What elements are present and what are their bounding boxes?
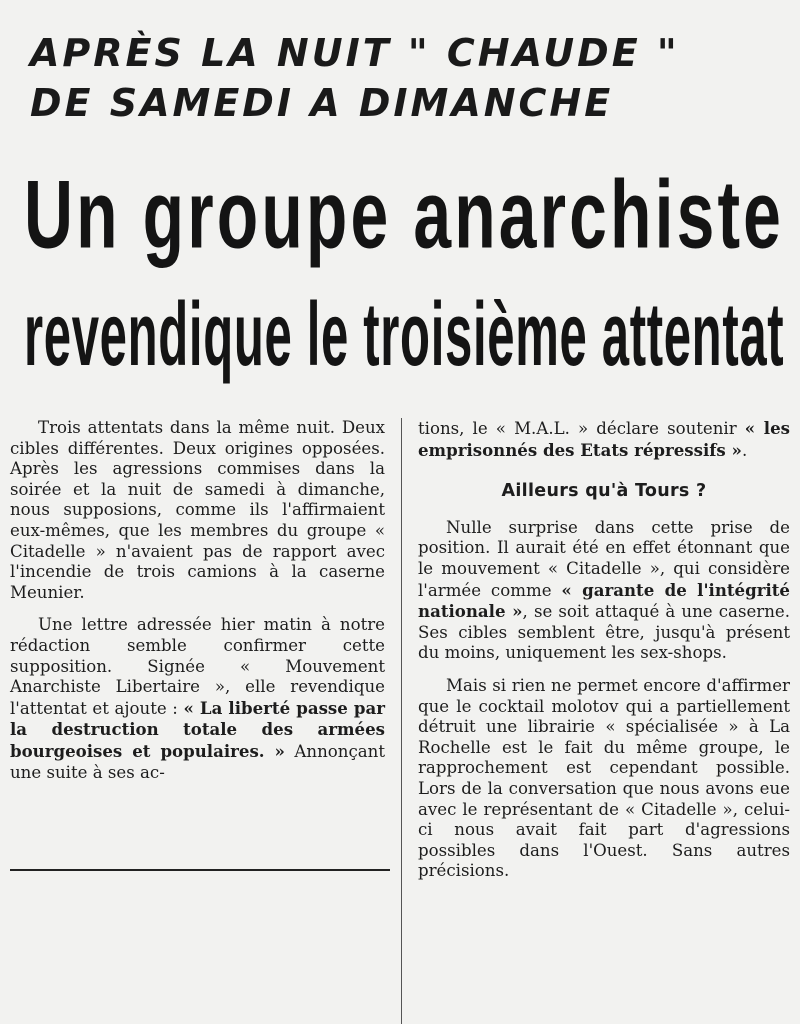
kicker-headline: [30, 28, 790, 128]
kicker-line-1: APRÈS LA NUIT " CHAUDE ": [30, 31, 680, 75]
paragraph-4: Mais si rien ne permet encore d'affirmer que le cocktail molotov qui a partiellement détruit une librairie « spécialisée » à La Rochelle est le fait du même groupe, le rapprochement est cependant possible. Lors de la conversation que nous avons eue avec le représentant de « Citadelle », celui-ci nous avait fait part d'agressions possibles dans l'Ouest. Sans autres précisions.: [418, 675, 790, 881]
paragraph-2: Une lettre adressée hier matin à notre rédaction semble confirmer cette supposition. Signée « Mouvement Anarchiste Libertaire », elle revendique l'attentat et ajoute : « La liberté passe par la destruction totale des armées bourgeoises et populaires. » Annonçant une suite à ses ac-: [10, 615, 386, 782]
headline-line-2: revendique le troisième attentat: [24, 283, 785, 385]
quote-bold: « La liberté passe par la destruction totale des armées bourgeoises et populaires. »: [10, 697, 386, 761]
kicker-line-2: DE SAMEDI A DIMANCHE: [30, 81, 614, 125]
column-divider: [401, 418, 402, 1024]
headline-line-1: Un groupe anarchiste: [24, 161, 785, 269]
paragraph-continued: tions, le « M.A.L. » déclare soutenir « les emprisonnés des Etats répressifs ».: [418, 418, 790, 460]
section-subheading: Ailleurs qu'à Tours ?: [501, 481, 707, 502]
paragraph-3: Nulle surprise dans cette prise de position. Il aurait été en effet étonnant que le mouvement « Citadelle », qui considère l'armée comme « garante de l'intégrité nationale », se soit attaqué à une caserne. Ses cibles semblent être, jusqu'à présent du moins, uniquement les sex-shops.: [418, 517, 790, 663]
bottom-rule: [10, 869, 390, 871]
quote-bold: « les emprisonnés des Etats répressifs »: [418, 418, 790, 460]
quote-bold: « garante de l'intégrité nationale »: [418, 579, 790, 622]
article-column-left: [10, 418, 385, 795]
article-column-right: [418, 418, 790, 894]
paragraph-1: Trois attentats dans la même nuit. Deux cibles différentes. Deux origines opposées. Après les agressions commises dans la soirée et la nuit de samedi à dimanche, nous supposions, comme ils l'affirmaient eux-mêmes, que les membres du groupe « Citadelle » n'avaient pas de rapport avec l'incendie de trois camions à la caserne Meunier.: [10, 418, 385, 602]
